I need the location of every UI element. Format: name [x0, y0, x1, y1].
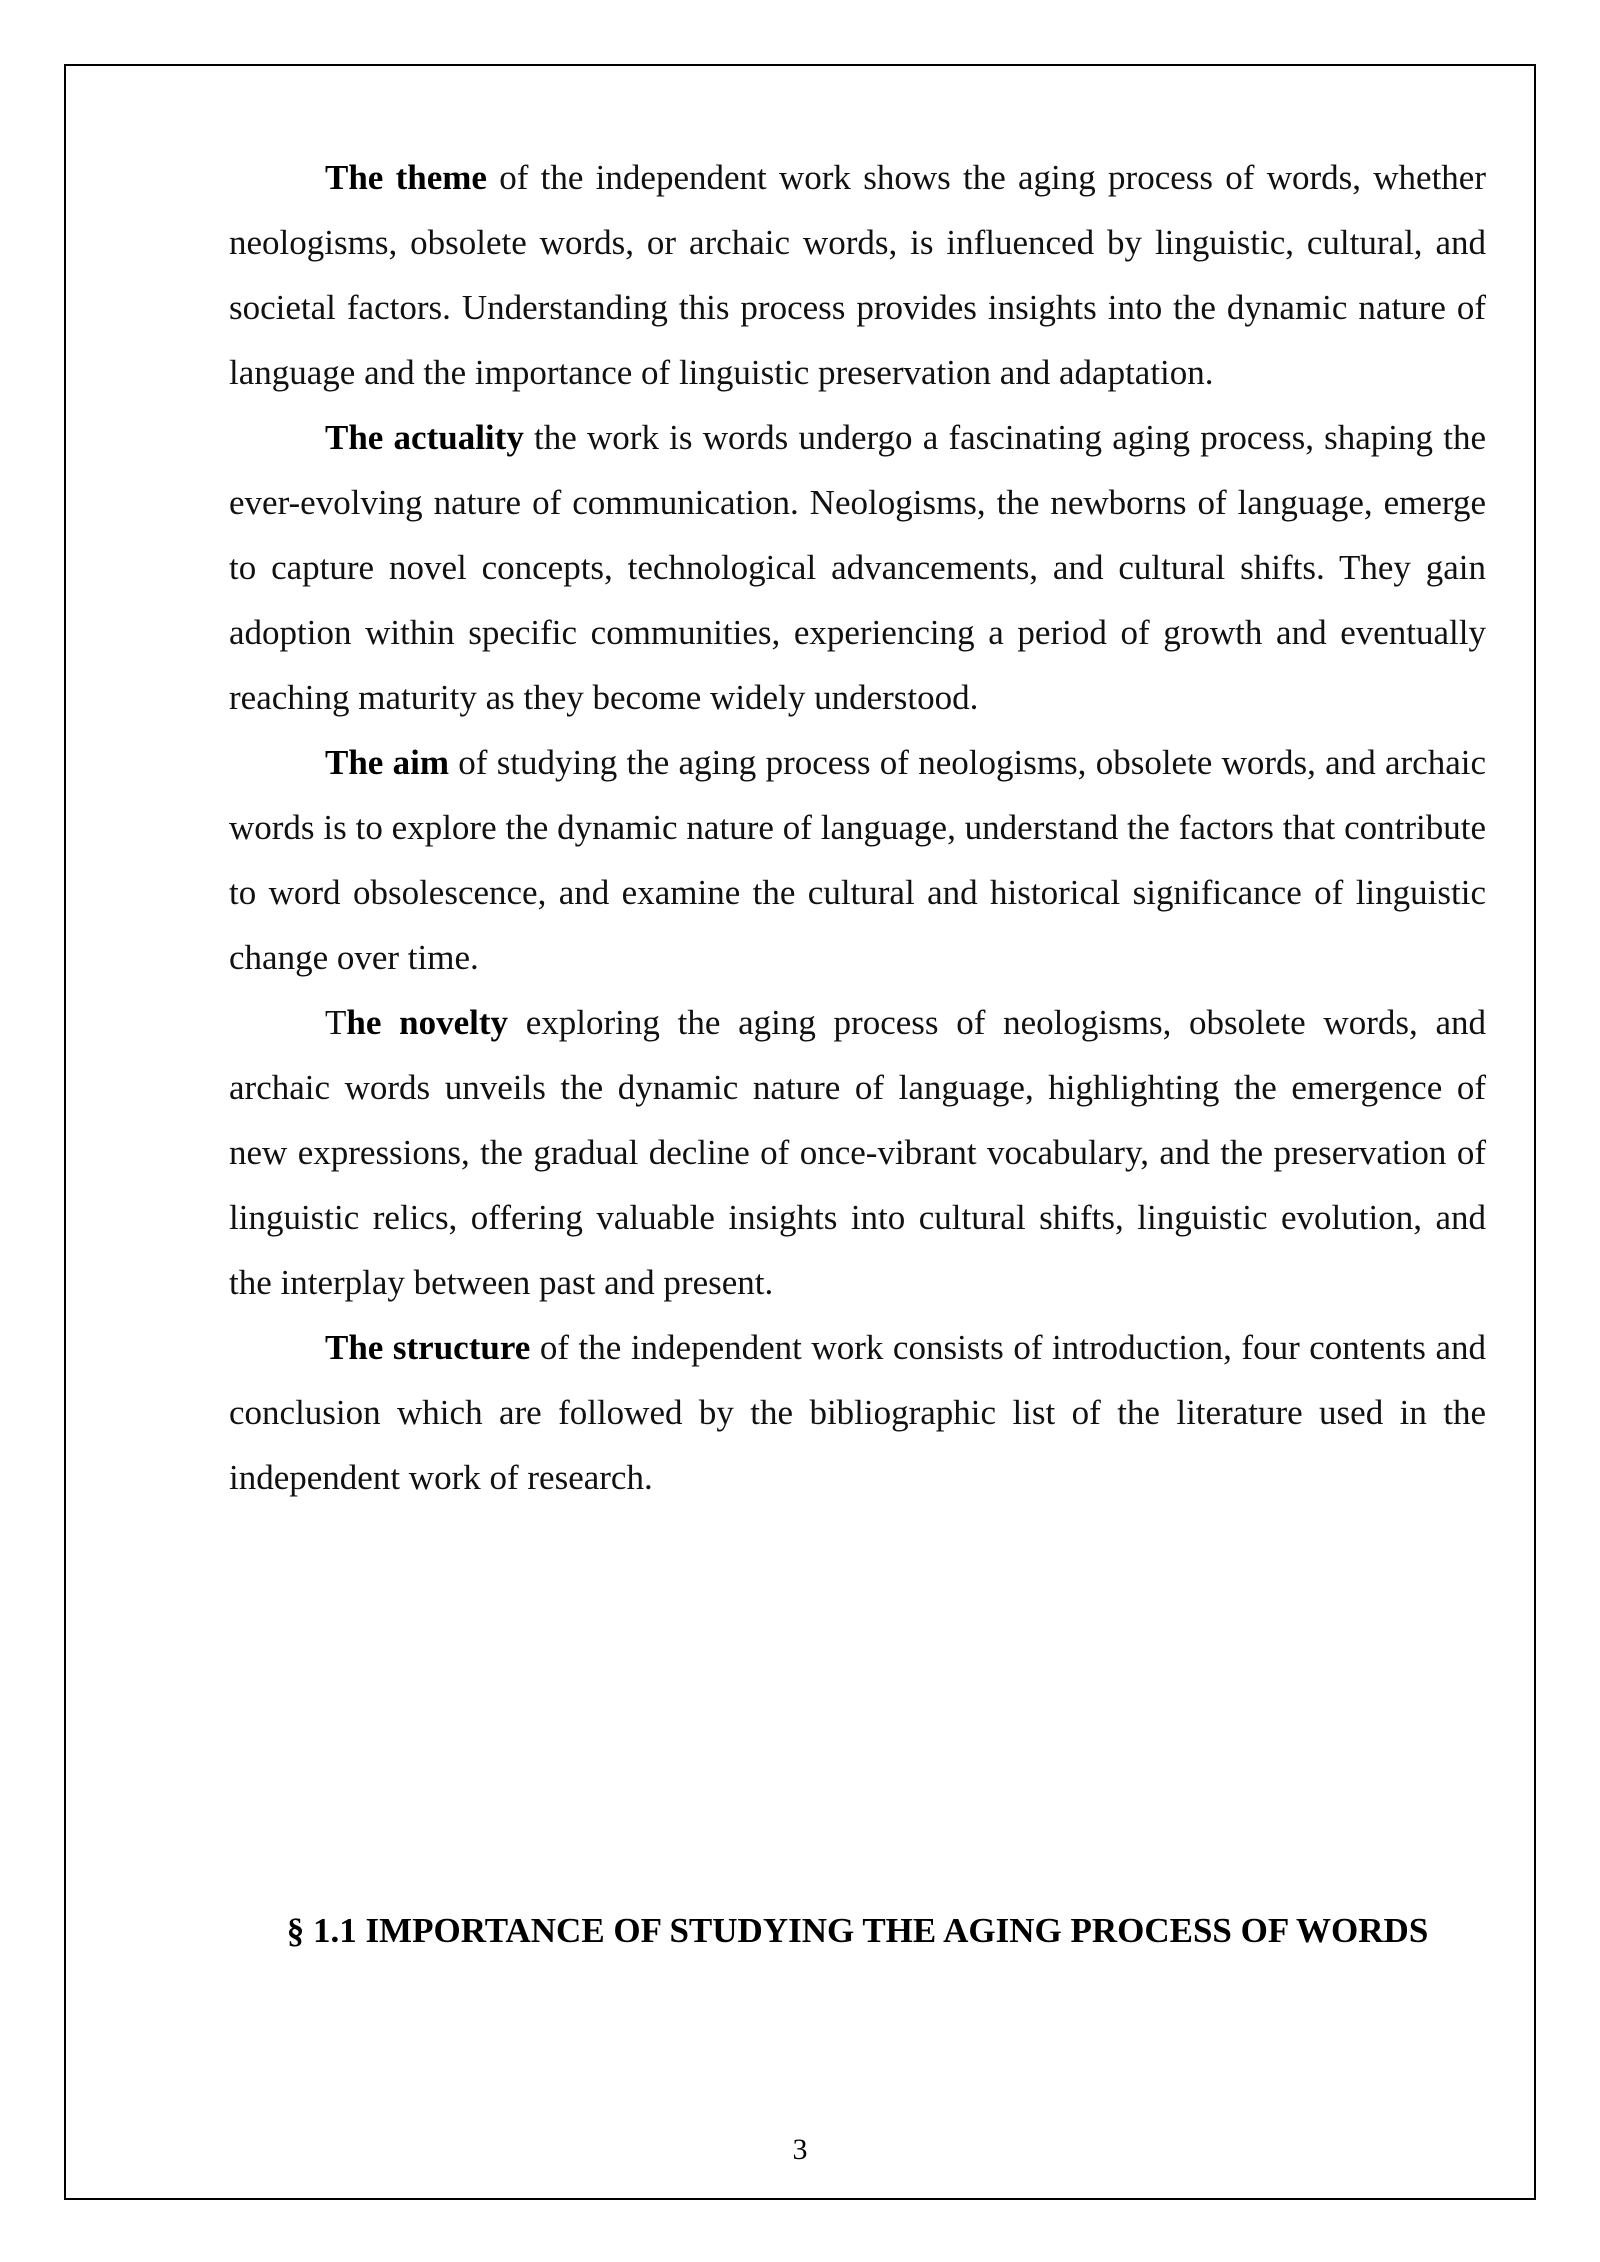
paragraph-lead-bold: The aim [325, 743, 449, 782]
paragraph-aim [229, 730, 1486, 990]
paragraph-actuality [229, 405, 1486, 730]
paragraph-lead-bold: The theme [325, 158, 487, 197]
paragraph-body: the work is words undergo a fascinating aging process, shaping the ever-evolving nature of communication. Neologisms, the newborns of language, emerge to capture novel concepts, technological advancements, and cultural shifts. They gain adoption within specific communities, experiencing a period of growth and eventually reaching maturity as they become widely understood. [229, 418, 1487, 717]
paragraph-theme [229, 145, 1486, 405]
paragraph-lead-plain: T [325, 1003, 347, 1042]
paragraph-lead-bold: The actuality [325, 418, 524, 457]
section-heading: § 1.1 IMPORTANCE OF STUDYING THE AGING PROCESS OF WORDS [286, 1911, 1429, 1950]
page-number: 3 [792, 2133, 808, 2166]
body-text [229, 145, 1486, 1510]
paragraph-lead-bold: he novelty [346, 1003, 508, 1042]
paragraph-body: of the independent work shows the aging process of words, whether neologisms, obsolete words, or archaic words, is influenced by linguistic, cultural, and societal factors. Understanding this process provides insights into the dynamic nature of language and the importance of linguistic preservation and adaptation. [229, 158, 1486, 392]
paragraph-novelty [229, 990, 1486, 1315]
paragraph-body: exploring the aging process of neologisms, obsolete words, and archaic words unveils the dynamic nature of language, highlighting the emergence of new expressions, the gradual decline of once-vibrant vocabulary, and the preservation of linguistic relics, offering valuable insights into cultural shifts, linguistic evolution, and the interplay between past and present. [229, 1003, 1486, 1302]
paragraph-lead-bold: The structure [325, 1328, 531, 1367]
paragraph-body: of the independent work consists of introduction, four contents and conclusion which are followed by the bibliographic list of the literature used in the independent work of research. [229, 1328, 1486, 1497]
paragraph-structure [229, 1315, 1486, 1510]
paragraph-body: of studying the aging process of neologisms, obsolete words, and archaic words is to explore the dynamic nature of language, understand the factors that contribute to word obsolescence, and examine the cultural and historical significance of linguistic change over time. [229, 743, 1486, 977]
